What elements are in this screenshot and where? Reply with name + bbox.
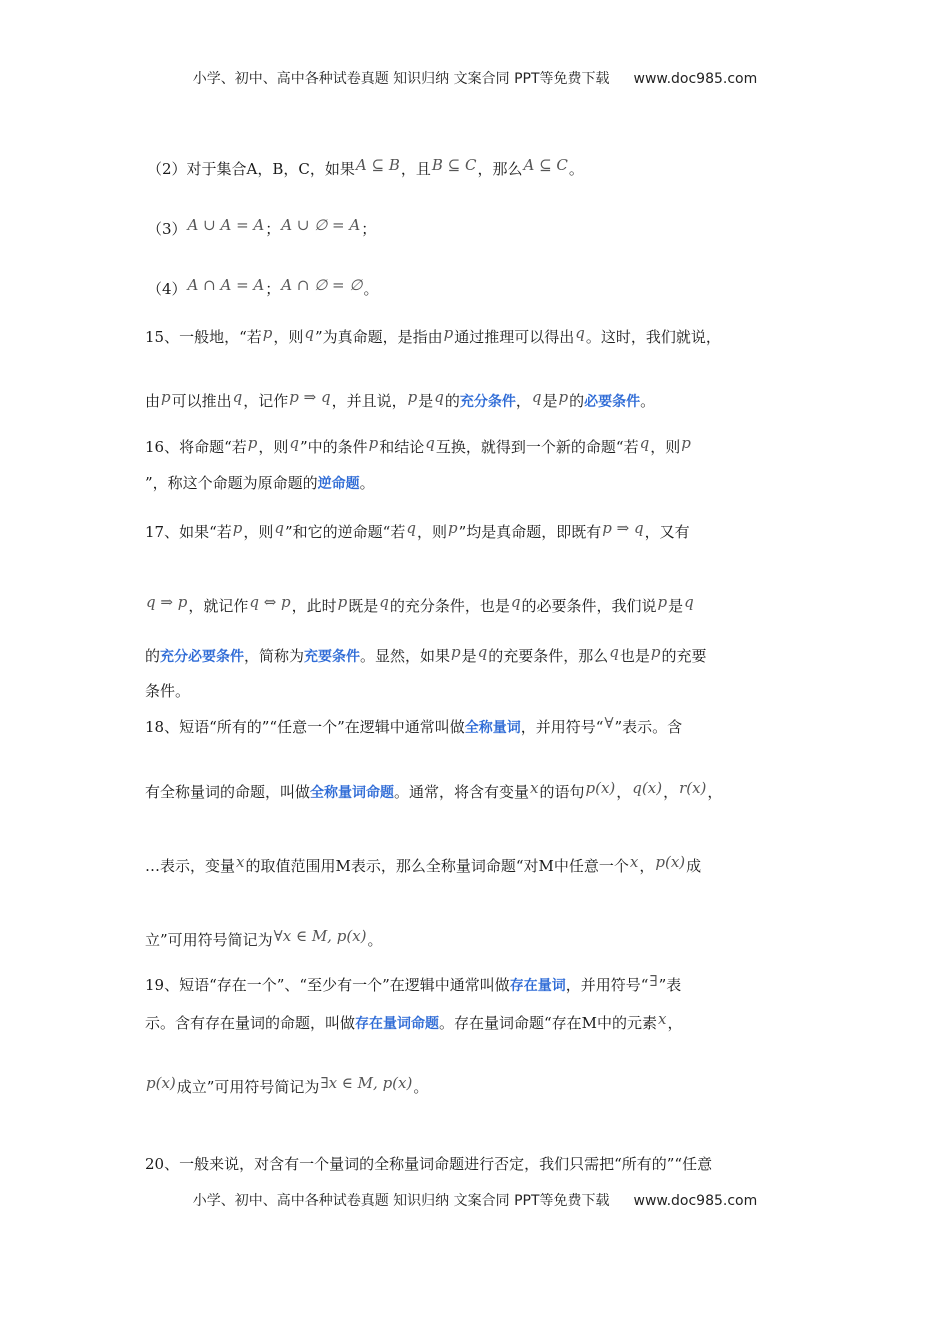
math: A ∩ ∅ = ∅ — [281, 276, 363, 294]
text: 的 — [145, 647, 161, 665]
math: q — [379, 593, 389, 611]
math: p — [657, 593, 668, 611]
math: q(x) — [632, 779, 663, 797]
text: ，则 — [258, 438, 289, 456]
text: 16、将命题“若 — [145, 438, 247, 456]
text: 。 — [359, 474, 375, 492]
text: ，并用符号“ — [520, 718, 604, 736]
keyword-sufficient-condition[interactable]: 充分条件 — [459, 394, 516, 410]
text: ，则 — [243, 523, 274, 541]
math: p — [232, 519, 243, 537]
para-20-line-1 — [145, 1153, 815, 1175]
math: A ⊆ B — [355, 156, 400, 174]
text: 和结论 — [379, 438, 425, 456]
footer-site-link[interactable]: www.doc985.com — [633, 1193, 758, 1209]
math: A ∩ A = A — [187, 276, 265, 294]
math: q — [684, 593, 694, 611]
text: 的充要条件，那么 — [488, 647, 609, 665]
math: p ⇒ q — [289, 388, 331, 406]
text: ，则 — [416, 523, 447, 541]
text: 通过推理可以得出 — [454, 328, 575, 346]
text: 互换，就得到一个新的命题“若 — [435, 438, 639, 456]
text: ，记作 — [243, 392, 289, 410]
text: 是 — [668, 597, 684, 615]
text: 是 — [418, 392, 434, 410]
text: 。这时，我们就说， — [585, 328, 721, 346]
math: A ∪ A = A — [187, 216, 265, 234]
keyword-converse[interactable]: 逆命题 — [317, 476, 360, 492]
math: A ∪ ∅ = A — [281, 216, 361, 234]
text: ”和它的逆命题“若 — [285, 523, 406, 541]
text: ， — [616, 783, 632, 801]
math: p(x) — [585, 779, 616, 797]
text: 20、一般来说，对含有一个量词的全称量词命题进行否定，我们只需把“所有的”“任意 — [145, 1155, 713, 1173]
keyword-necessary-and-sufficient[interactable]: 充分必要条件 — [160, 649, 245, 665]
text: 。 — [640, 392, 656, 410]
math: ∃x ∈ M, p(x) — [320, 1074, 413, 1092]
math: p(x) — [146, 1074, 176, 1092]
text: 18、短语“所有的”“任意一个”在逻辑中通常叫做 — [145, 718, 465, 736]
math: x — [629, 853, 639, 871]
text: 17、如果“若 — [145, 523, 232, 541]
math: p — [443, 324, 454, 342]
text: （3） — [147, 220, 187, 238]
text: （2）对于集合A，B，C，如果 — [147, 160, 355, 178]
math: ∀ — [604, 714, 614, 732]
text: ”中的条件 — [300, 438, 368, 456]
math: q ⇔ p — [249, 593, 291, 611]
footer-banner-text: 小学、初中、高中各种试卷真题 知识归纳 文案合同 PPT等免费下载 — [192, 1193, 610, 1209]
text: ， — [663, 783, 679, 801]
text: …表示，变量 — [145, 857, 236, 875]
item-4 — [147, 278, 817, 300]
text: 成 — [686, 857, 702, 875]
math: ∃ — [649, 972, 658, 990]
math: q — [289, 434, 299, 452]
text: 。通常，将含有变量 — [394, 783, 530, 801]
para-18-line-4 — [145, 929, 815, 951]
math: p — [451, 643, 461, 661]
text: 也是 — [619, 647, 650, 665]
math: p — [262, 324, 273, 342]
math: q ⇒ p — [146, 593, 188, 611]
para-16-line-1 — [145, 436, 815, 458]
math: q — [274, 519, 284, 537]
footer-banner — [0, 1190, 950, 1210]
text: 。 — [367, 931, 383, 949]
text: 的必要条件，我们说 — [521, 597, 657, 615]
keyword-necessary-condition[interactable]: 必要条件 — [584, 394, 641, 410]
text: ”为真命题，是指由 — [315, 328, 443, 346]
math: q — [406, 519, 416, 537]
text: 。存在量词命题“存在M中的元素 — [439, 1014, 658, 1032]
item-2 — [147, 158, 817, 180]
text: 是 — [461, 647, 477, 665]
text: 的 — [444, 392, 460, 410]
keyword-universal-proposition[interactable]: 全称量词命题 — [310, 785, 395, 801]
text: ； — [265, 280, 281, 298]
text: ，那么 — [477, 160, 523, 178]
text: 。 — [568, 160, 584, 178]
text: 示。含有存在量词的命题，叫做 — [145, 1014, 356, 1032]
math: q — [639, 434, 650, 452]
math: q — [232, 388, 243, 406]
text: 的 — [569, 392, 585, 410]
text: ，简称为 — [244, 647, 305, 665]
text: ，并用符号“ — [565, 976, 649, 994]
para-15-line-1 — [145, 326, 815, 348]
text: ”表示。含 — [614, 718, 683, 736]
math: q — [304, 324, 314, 342]
text: （4） — [147, 280, 187, 298]
math: p ⇒ q — [602, 519, 644, 537]
para-15-line-2 — [145, 390, 815, 413]
para-17-line-4 — [145, 680, 815, 702]
math: q — [510, 593, 521, 611]
text: ”，称这个命题为原命题的 — [145, 474, 318, 492]
text: 成立”可用符号简记为 — [176, 1078, 320, 1096]
math: r(x) — [679, 779, 707, 797]
para-17-line-3 — [145, 645, 815, 668]
math: p — [247, 434, 258, 452]
text: ，则 — [650, 438, 681, 456]
text: ， — [707, 783, 723, 801]
text: ”均是真命题，即既有 — [458, 523, 602, 541]
keyword-iff-condition[interactable]: 充要条件 — [304, 649, 361, 665]
text: 。 — [363, 280, 379, 298]
text: 的取值范围用M表示，那么全称量词命题“对M中任意一个 — [245, 857, 629, 875]
math: q — [575, 324, 585, 342]
math: q — [477, 643, 488, 661]
math: p — [161, 388, 171, 406]
keyword-existential-proposition[interactable]: 存在量词命题 — [355, 1016, 440, 1032]
math: q — [425, 434, 435, 452]
para-18-line-1 — [145, 716, 815, 739]
text: ”表 — [658, 976, 682, 994]
text: 由 — [145, 392, 161, 410]
math: B ⊆ C — [431, 156, 477, 174]
text: 15、一般地，“若 — [145, 328, 262, 346]
math: p(x) — [655, 853, 686, 871]
para-18-line-3 — [145, 855, 815, 877]
text: 。 — [413, 1078, 429, 1096]
math: p — [407, 388, 418, 406]
math: q — [609, 643, 619, 661]
text: 。显然，如果 — [360, 647, 451, 665]
text: ，此时 — [291, 597, 337, 615]
para-17-line-1 — [145, 521, 815, 543]
text: 既是 — [348, 597, 379, 615]
math: p — [650, 643, 661, 661]
text: 19、短语“存在一个”、“至少有一个”在逻辑中通常叫做 — [145, 976, 510, 994]
math: p — [681, 434, 691, 452]
header-banner — [0, 68, 950, 88]
text: ； — [361, 220, 377, 238]
text: 可以推出 — [171, 392, 232, 410]
para-18-line-2 — [145, 781, 815, 804]
text: 条件。 — [145, 682, 191, 700]
text: 的充分条件，也是 — [389, 597, 510, 615]
math: A ⊆ C — [523, 156, 568, 174]
math: x — [236, 853, 245, 871]
text: 是 — [542, 392, 558, 410]
text: ， — [639, 857, 655, 875]
item-3 — [147, 218, 817, 240]
math: x — [658, 1010, 667, 1028]
text: ，就记作 — [188, 597, 249, 615]
math: p — [558, 388, 569, 406]
text: ，又有 — [644, 523, 690, 541]
para-19-line-3 — [145, 1076, 815, 1098]
math: ∀x ∈ M, p(x) — [273, 927, 367, 945]
para-17-line-2 — [145, 595, 815, 617]
math: p — [447, 519, 458, 537]
para-19-line-1 — [145, 974, 815, 997]
text: 立”可用符号简记为 — [145, 931, 273, 949]
para-19-line-2 — [145, 1012, 815, 1035]
keyword-existential-quantifier[interactable]: 存在量词 — [509, 978, 566, 994]
header-banner-text: 小学、初中、高中各种试卷真题 知识归纳 文案合同 PPT等免费下载 — [192, 71, 610, 87]
text: ，且 — [400, 160, 431, 178]
math: p — [337, 593, 348, 611]
header-site-link[interactable]: www.doc985.com — [633, 71, 758, 87]
text: ， — [667, 1014, 683, 1032]
text: ，则 — [273, 328, 304, 346]
text: ； — [265, 220, 281, 238]
text: ， — [515, 392, 531, 410]
math: q — [531, 388, 542, 406]
math: x — [530, 779, 539, 797]
math: p — [368, 434, 379, 452]
text: ，并且说， — [331, 392, 407, 410]
math: q — [434, 388, 444, 406]
text: 的充要 — [661, 647, 707, 665]
text: 的语句 — [539, 783, 585, 801]
text: 有全称量词的命题，叫做 — [145, 783, 311, 801]
keyword-universal-quantifier[interactable]: 全称量词 — [464, 720, 521, 736]
para-16-line-2 — [145, 472, 815, 495]
